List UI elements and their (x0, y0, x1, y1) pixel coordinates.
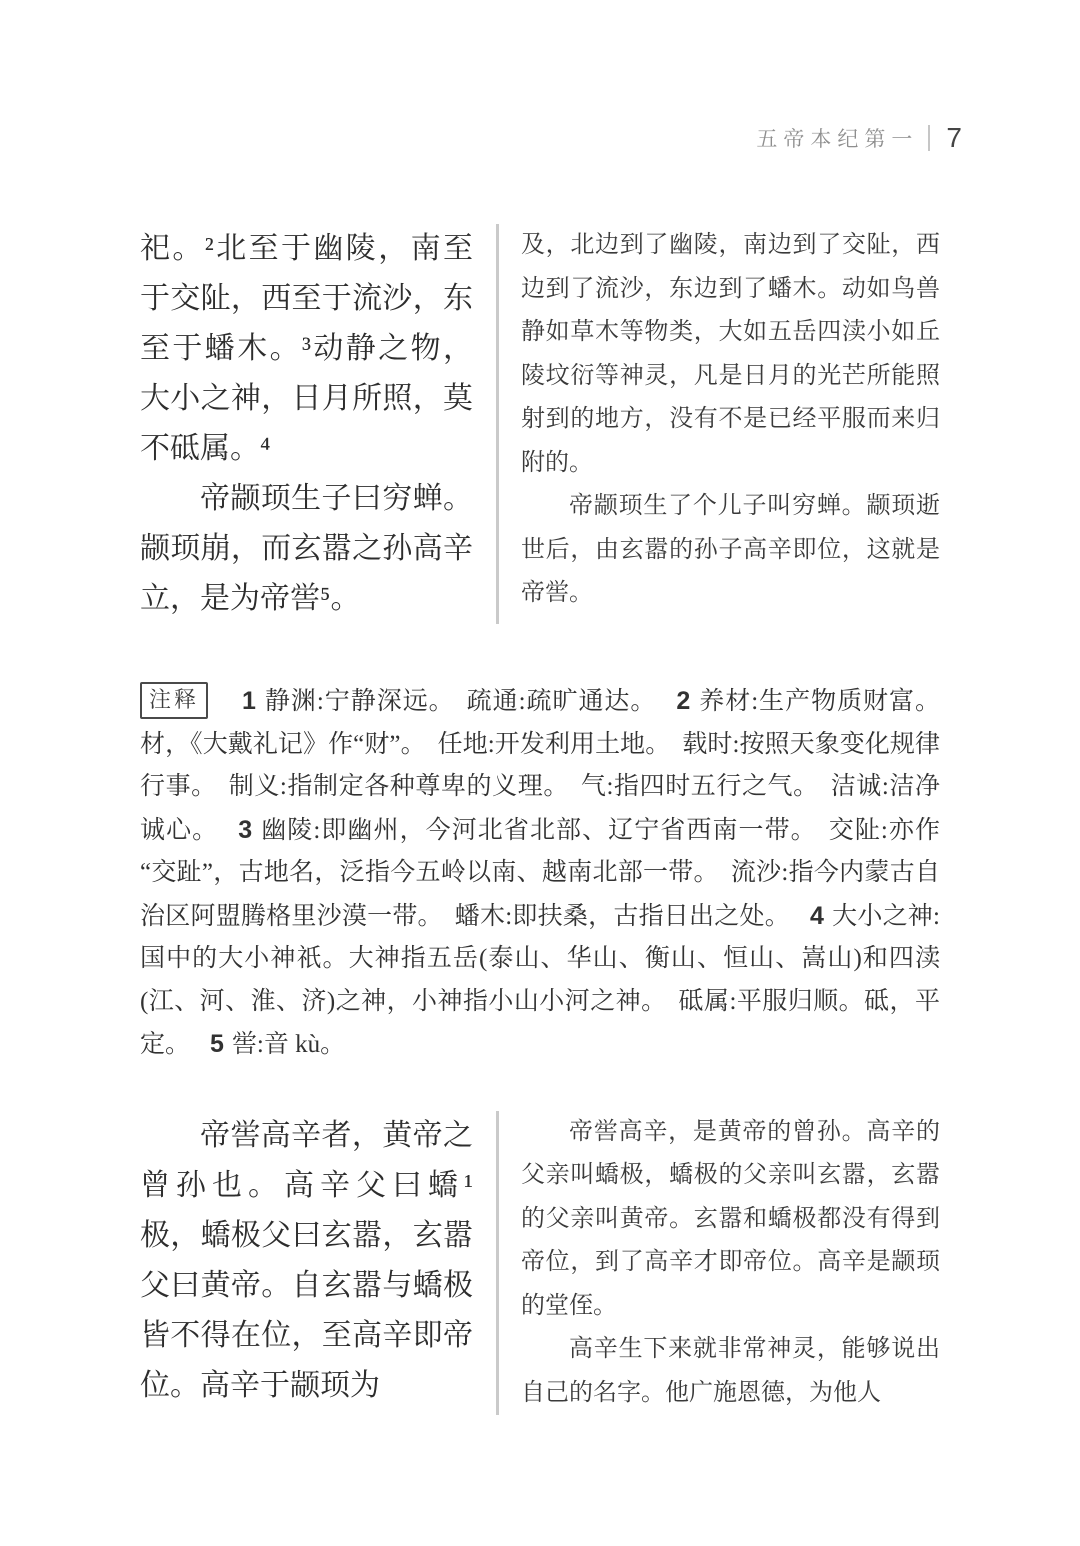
note-entry: 任地:开发利用土地。 (437, 730, 671, 758)
classical-paragraph: 帝喾高辛者，黄帝之曾孙也。高辛父曰蟜¹极，蟜极父曰玄嚣，玄嚣父曰黄帝。自玄嚣与蟜极皆不得在位，至高辛即帝位。高辛于颛顼为 (140, 1118, 473, 1402)
page-content (140, 224, 940, 1415)
note-entry: 养材:生产物质财富。材，《大戴礼记》作“财”。 (140, 688, 940, 758)
translation-paragraph: 高辛生下来就非常神灵，能够说出自己的名字。他广施恩德，为他人 (521, 1336, 940, 1406)
top-section (140, 224, 940, 624)
note-entry: 大小之神:国中的大小神祇。大神指五岳(泰山、华山、衡山、恒山、嵩山)和四渎(江、河、淮、济)之神，小神指小山小河之神。 (140, 902, 940, 1015)
note-entry: 载时:按照天象变化规律行事。 (140, 730, 940, 800)
note-entry: 疏通:疏旷通达。 (466, 688, 657, 715)
column-divider (496, 224, 499, 624)
note-entry: 幽陵:即幽州，今河北省北部、辽宁省西南一带。 (260, 816, 817, 844)
note-entry: 洁诚:洁净诚心。 (140, 773, 940, 844)
translation-column (521, 1111, 940, 1416)
note-number: 1 (242, 687, 256, 715)
note-entry: 交阯:亦作“交趾”，古地名，泛指今五岭以南、越南北部一带。 (140, 816, 940, 886)
note-entry: 流沙:指今内蒙古自治区阿盟腾格里沙漠一带。 (140, 859, 940, 930)
note-number: 2 (676, 687, 691, 715)
chapter-title: 五帝本纪第一 (756, 127, 919, 151)
header-divider (928, 125, 930, 151)
note-entry: 喾:音 kù。 (231, 1031, 346, 1058)
note-entry: 静渊:宁静深远。 (263, 688, 455, 715)
classical-paragraph: 祀。²北至于幽陵，南至于交阯，西至于流沙，东至于蟠木。³动静之物，大小之神，日月所照，莫不砥属。⁴ (140, 232, 473, 465)
note-entry: 蟠木:即扶桑，古指日出之处。 (454, 902, 790, 930)
notes-label: 注释 (140, 682, 208, 719)
note-number: 4 (809, 901, 824, 930)
note-number: 3 (238, 815, 253, 844)
notes-section (140, 680, 940, 1067)
classical-column (140, 224, 473, 624)
running-header (756, 122, 962, 154)
bottom-section (140, 1111, 940, 1416)
column-divider (496, 1111, 499, 1416)
note-number: 5 (210, 1030, 224, 1058)
notes-body (140, 688, 940, 1058)
translation-paragraph: 帝喾高辛，是黄帝的曾孙。高辛的父亲叫蟜极，蟜极的父亲叫玄嚣，玄嚣的父亲叫黄帝。玄嚣和蟜极都没有得到帝位，到了高辛才即帝位。高辛是颛顼的堂侄。 (521, 1118, 940, 1319)
note-entry: 砥属:平服归顺。砥，平定。 (140, 987, 940, 1058)
classical-paragraph: 帝颛顼生子曰穷蝉。颛顼崩，而玄嚣之孙高辛立，是为帝喾⁵。 (140, 482, 473, 615)
classical-column (140, 1111, 473, 1416)
translation-column (521, 224, 940, 624)
note-entry: 制义:指制定各种尊卑的义理。 (228, 773, 569, 800)
note-entry: 气:指四时五行之气。 (580, 773, 819, 800)
translation-paragraph: 帝颛顼生了个儿子叫穷蝉。颛顼逝世后，由玄嚣的孙子高辛即位，这就是帝喾。 (521, 493, 940, 606)
page-number: 7 (946, 122, 962, 153)
translation-paragraph: 及，北边到了幽陵，南边到了交阯，西边到了流沙，东边到了蟠木。动如鸟兽静如草木等物类，大如五岳四渎小如丘陵坟衍等神灵，凡是日月的光芒所能照射到的地方，没有不是已经平服而来归附的。 (521, 232, 940, 476)
